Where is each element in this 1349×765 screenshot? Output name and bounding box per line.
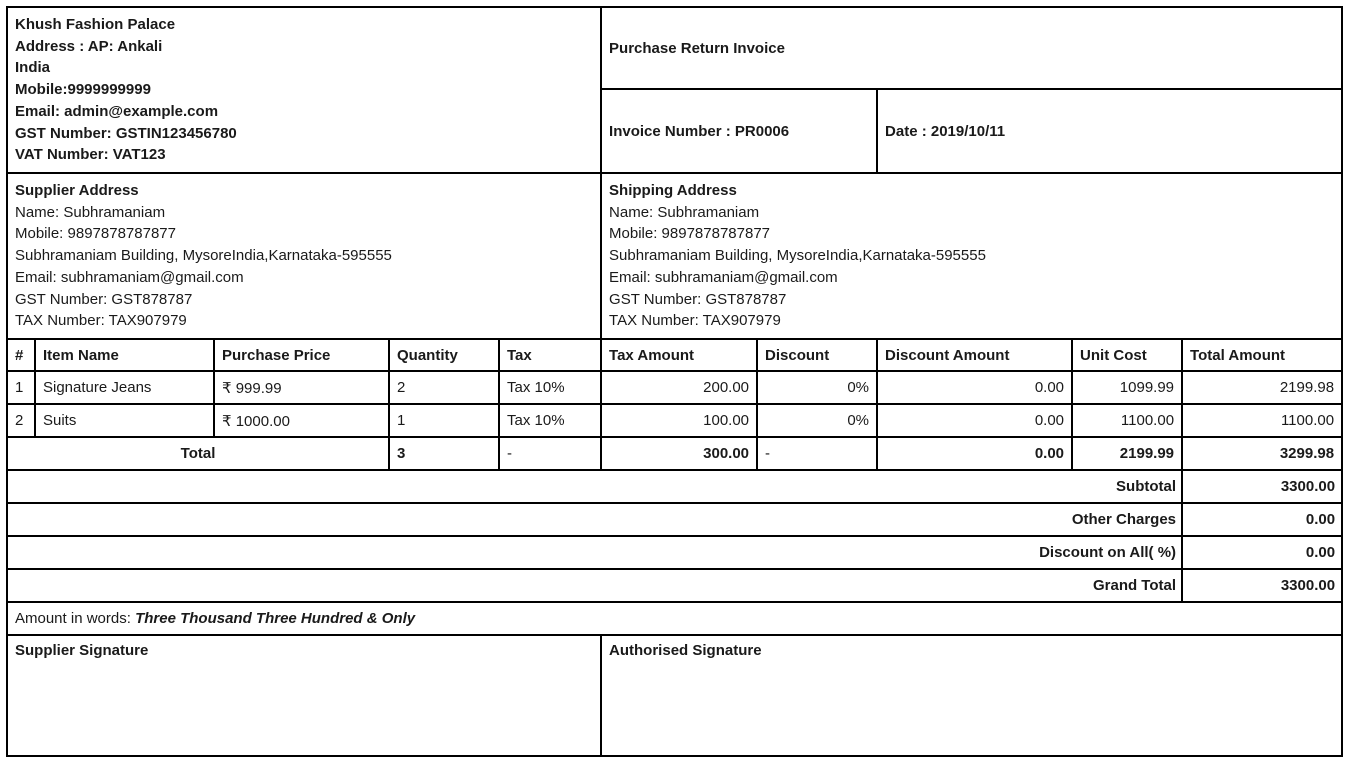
col-header-quantity: Quantity	[389, 339, 499, 371]
discount-on-all-label: Discount on All( %)	[7, 536, 1182, 569]
supplier-address-heading: Supplier Address	[15, 181, 139, 199]
supplier-name: Name: Subhramaniam	[15, 203, 166, 221]
company-info-block	[7, 7, 601, 173]
item-sno: 1	[7, 371, 35, 404]
col-header-total-amount: Total Amount	[1182, 339, 1342, 371]
supplier-gst-number: GST Number: GST878787	[15, 290, 193, 308]
grand-total-label: Grand Total	[7, 569, 1182, 602]
col-header-item-name: Item Name	[35, 339, 214, 371]
item-tax: Tax 10%	[499, 404, 601, 437]
supplier-mobile: Mobile: 9897878787877	[15, 225, 176, 243]
discount-on-all-value: 0.00	[1182, 536, 1342, 569]
item-quantity: 1	[389, 404, 499, 437]
col-header-tax-amount: Tax Amount	[601, 339, 757, 371]
item-total-amount: 2199.98	[1182, 371, 1342, 404]
amount-in-words	[7, 602, 1342, 635]
item-tax-amount: 100.00	[601, 404, 757, 437]
subtotal-value: 3300.00	[1182, 470, 1342, 503]
item-discount-amount: 0.00	[877, 404, 1072, 437]
subtotal-label: Subtotal	[7, 470, 1182, 503]
supplier-address-block	[7, 173, 601, 339]
supplier-email: Email: subhramaniam@gmail.com	[15, 268, 244, 286]
item-total-amount: 1100.00	[1182, 404, 1342, 437]
col-header-discount-amount: Discount Amount	[877, 339, 1072, 371]
shipping-address-heading: Shipping Address	[609, 181, 737, 199]
amount-in-words-row	[7, 602, 1342, 635]
invoice-date: Date : 2019/10/11	[877, 89, 1342, 173]
total-quantity: 3	[389, 437, 499, 470]
company-name: Khush Fashion Palace	[15, 15, 176, 33]
supplier-street: Subhramaniam Building, MysoreIndia,Karnataka-595555	[15, 247, 392, 265]
shipping-name: Name: Subhramaniam	[609, 203, 760, 221]
total-label: Total	[7, 437, 389, 470]
shipping-tax-number: TAX Number: TAX907979	[609, 312, 781, 330]
shipping-gst-number: GST Number: GST878787	[609, 290, 787, 308]
total-tax-amount: 300.00	[601, 437, 757, 470]
invoice-title: Purchase Return Invoice	[601, 7, 1342, 89]
invoice-table	[6, 6, 1343, 757]
item-purchase-price: ₹ 999.99	[214, 371, 389, 404]
total-tax: -	[499, 437, 601, 470]
col-header-discount: Discount	[757, 339, 877, 371]
col-header-purchase-price: Purchase Price	[214, 339, 389, 371]
item-discount: 0%	[757, 404, 877, 437]
other-charges-label: Other Charges	[7, 503, 1182, 536]
col-header-tax: Tax	[499, 339, 601, 371]
company-email: Email: admin@example.com	[15, 102, 219, 120]
item-discount-amount: 0.00	[877, 371, 1072, 404]
grand-total-value: 3300.00	[1182, 569, 1342, 602]
shipping-street: Subhramaniam Building, MysoreIndia,Karnataka-595555	[609, 247, 986, 265]
summary-row-subtotal	[7, 470, 1342, 503]
table-row	[7, 371, 1342, 404]
shipping-address-block	[601, 173, 1342, 339]
summary-row-discount-on-all	[7, 536, 1342, 569]
col-header-sno: #	[7, 339, 35, 371]
company-mobile: Mobile:9999999999	[15, 81, 151, 99]
item-sno: 2	[7, 404, 35, 437]
amount-in-words-value: Three Thousand Three Hundred & Only	[135, 610, 416, 627]
summary-row-grand-total	[7, 569, 1342, 602]
item-name: Suits	[35, 404, 214, 437]
table-row	[7, 404, 1342, 437]
col-header-unit-cost: Unit Cost	[1072, 339, 1182, 371]
amount-in-words-label: Amount in words:	[15, 610, 136, 627]
item-tax-amount: 200.00	[601, 371, 757, 404]
shipping-mobile: Mobile: 9897878787877	[609, 225, 771, 243]
item-quantity: 2	[389, 371, 499, 404]
items-total-row	[7, 437, 1342, 470]
company-address: Address : AP: Ankali	[15, 37, 163, 55]
supplier-tax-number: TAX Number: TAX907979	[15, 312, 187, 330]
item-unit-cost: 1100.00	[1072, 404, 1182, 437]
summary-row-other-charges	[7, 503, 1342, 536]
authorised-signature-cell: Authorised Signature	[601, 635, 1342, 756]
supplier-signature-cell: Supplier Signature	[7, 635, 601, 756]
other-charges-value: 0.00	[1182, 503, 1342, 536]
signature-row	[7, 635, 1342, 756]
company-country: India	[15, 59, 51, 77]
purchase-return-invoice	[6, 6, 1343, 757]
item-tax: Tax 10%	[499, 371, 601, 404]
items-header-row	[7, 339, 1342, 371]
total-discount-amount: 0.00	[877, 437, 1072, 470]
invoice-number: Invoice Number : PR0006	[601, 89, 877, 173]
shipping-email: Email: subhramaniam@gmail.com	[609, 268, 838, 286]
company-gst-number: GST Number: GSTIN123456780	[15, 124, 237, 142]
item-purchase-price: ₹ 1000.00	[214, 404, 389, 437]
item-name: Signature Jeans	[35, 371, 214, 404]
company-vat-number: VAT Number: VAT123	[15, 146, 166, 164]
total-total-amount: 3299.98	[1182, 437, 1342, 470]
total-discount: -	[757, 437, 877, 470]
item-discount: 0%	[757, 371, 877, 404]
total-unit-cost: 2199.99	[1072, 437, 1182, 470]
item-unit-cost: 1099.99	[1072, 371, 1182, 404]
